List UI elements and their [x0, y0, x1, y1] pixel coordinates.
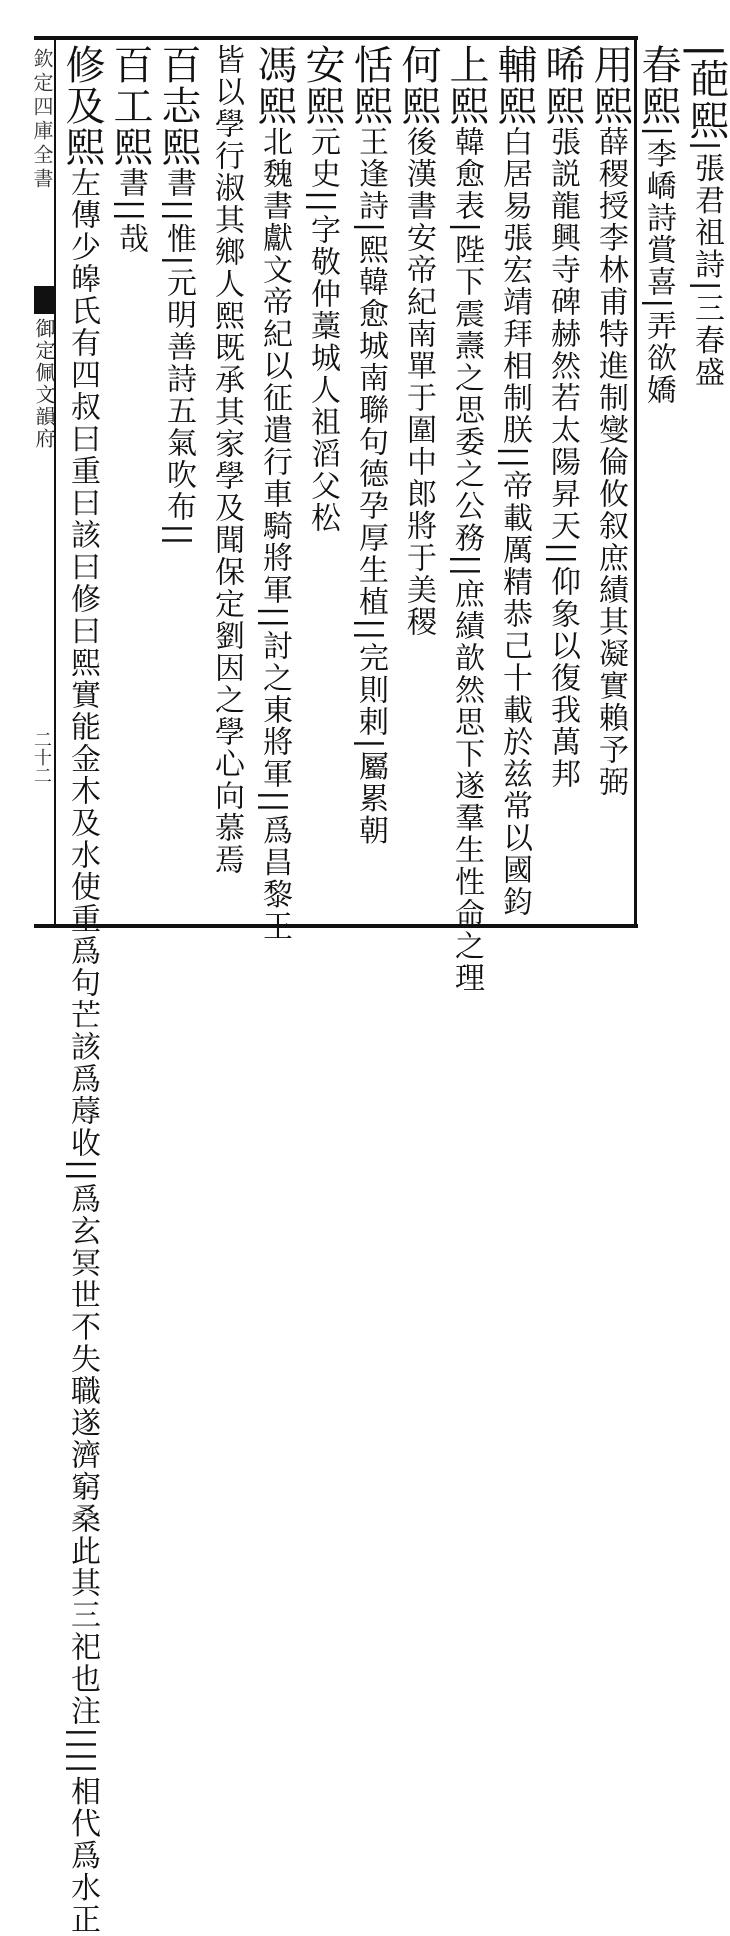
- text-column: [250, 44, 298, 943]
- text-column: [106, 44, 154, 920]
- entry-text: 張説龍興寺碑赫然若太陽昇天||仰象以復我萬邦: [545, 126, 580, 791]
- text-column: [490, 44, 538, 920]
- entry-heading: 晞熙: [539, 44, 585, 126]
- bottom-border-rule: [34, 924, 638, 928]
- main-text-area: [58, 44, 729, 1936]
- entry-text: 白居易張宏靖拜相制朕||帝載厲精恭己十載於兹常以國鈞: [497, 126, 532, 919]
- text-column: [394, 44, 442, 920]
- entry-heading: 百工熙: [107, 44, 153, 167]
- entry-heading: |葩熙: [683, 44, 729, 141]
- text-column: [442, 44, 490, 995]
- entry-text: 書||惟|元明善詩五氣吹布||: [161, 167, 196, 548]
- entry-text: 後漢書安帝紀南單于圍中郎將于美稷: [401, 126, 436, 638]
- entry-text: 元史||字敬仲藁城人祖滔父松: [305, 126, 340, 535]
- text-column: [538, 44, 586, 920]
- text-column: [58, 44, 106, 1936]
- entry-text: |張君祖詩|三春盛: [689, 140, 724, 389]
- entry-heading: 恬熙: [347, 44, 393, 126]
- entry-heading: 馮熙: [251, 44, 297, 126]
- text-column: [298, 44, 346, 920]
- entry-text: 韓愈表|陛下震燾之思委之公務||庶績歆然思下遂羣生性命之理: [449, 126, 484, 995]
- text-columns: [58, 44, 730, 1936]
- text-column: [586, 44, 634, 920]
- margin-section-title: 御定佩文韻府: [32, 318, 56, 450]
- margin-book-title: 欽定四庫全書: [30, 48, 54, 192]
- entry-text: 左傳少皞氏有四叔曰重曰該曰修曰熙實能金木及水使重爲句芒該爲蓐收||爲玄冥世不失職遂濟窮桑此其三祀也注||||相代爲水正: [65, 167, 100, 1936]
- text-column: [634, 44, 682, 920]
- top-border-rule: [34, 36, 638, 40]
- entry-heading: 修及熙: [59, 44, 105, 167]
- text-column: [154, 44, 202, 920]
- entry-text: 薛稷授李林甫特進制燮倫攸叙庶績其凝實賴予弼: [593, 126, 628, 798]
- entry-text: 書||哉: [113, 167, 148, 256]
- entry-heading: 百志熙: [155, 44, 201, 167]
- margin-fishtail-mark: [34, 286, 56, 314]
- entry-text: 皆以學行淑其鄉人熙既承其家學及聞保定劉因之學心向慕焉: [209, 44, 244, 876]
- entry-heading: 安熙: [299, 44, 345, 126]
- entry-heading: 春熙: [635, 44, 681, 126]
- entry-text: 北魏書獻文帝紀以征遣行車騎將軍||討之東將軍||爲昌黎王: [257, 126, 292, 943]
- text-column: [346, 44, 394, 920]
- margin-page-number: 二十二: [31, 730, 52, 784]
- entry-text: 王逢詩|熙韓愈城南聯句德孕厚生植||完則剌|屬累朝: [353, 126, 388, 847]
- entry-heading: 何熙: [395, 44, 441, 126]
- entry-heading: 上熙: [443, 44, 489, 126]
- text-column: [202, 44, 250, 920]
- text-column: [682, 44, 730, 920]
- entry-heading: 用熙: [587, 44, 633, 126]
- entry-text: |李嶠詩賞喜|弄欲嬌: [641, 126, 676, 407]
- entry-heading: 輔熙: [491, 44, 537, 126]
